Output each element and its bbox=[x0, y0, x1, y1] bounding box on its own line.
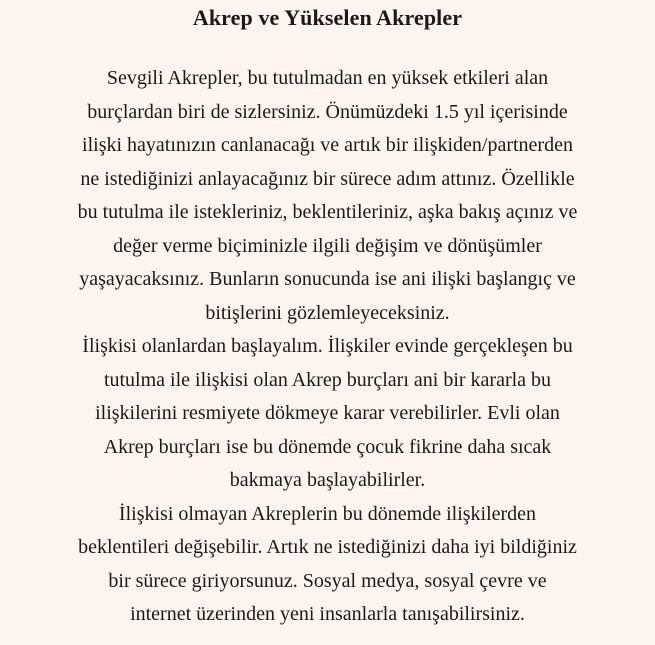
paragraph-single bbox=[14, 498, 641, 632]
text-line: Sevgili Akrepler, bu tutulmadan en yüksek etkileri alan bbox=[106, 67, 549, 89]
text-line: beklentileri değişebilir. Artık ne istediğinizi daha iyi bildiğiniz bbox=[78, 536, 577, 558]
text-line: İlişkisi olmayan Akreplerin bu dönemde ilişkilerden bbox=[118, 502, 537, 525]
text-line: ilişki hayatınızın canlanacağı ve artık bir ilişkiden/partnerden bbox=[82, 134, 573, 156]
text-line: internet üzerinden yeni insanlarla tanışabilirsiniz. bbox=[130, 603, 525, 625]
text-line: İlişkisi olanlardan başlayalım. İlişkiler evinde gerçekleşen bu bbox=[82, 335, 573, 357]
text-line: tutulma ile ilişkisi olan Akrep burçları ani bir kararla bu bbox=[103, 368, 552, 391]
article-title: Akrep ve Yükselen Akrepler bbox=[192, 5, 463, 30]
text-line: bitişlerini gözlemleyeceksiniz. bbox=[205, 301, 450, 324]
paragraph-intro bbox=[14, 62, 641, 330]
text-line: bu tutulma ile istekleriniz, beklentileriniz, aşka bakış açınız ve bbox=[77, 201, 578, 223]
text-line: ilişkilerini resmiyete dökmeye karar verebilirler. Evli olan bbox=[95, 402, 560, 424]
text-line: bakmaya başlayabilirler. bbox=[229, 469, 426, 491]
text-line: bir sürece giriyorsunuz. Sosyal medya, sosyal çevre ve bbox=[108, 569, 547, 592]
article-body bbox=[14, 62, 641, 632]
text-line: burçlardan biri de sizlersiniz. Önümüzdeki 1.5 yıl içerisinde bbox=[87, 100, 568, 123]
paragraph-in-relationship bbox=[14, 330, 641, 498]
text-line: Akrep burçları ise bu dönemde çocuk fikrine daha sıcak bbox=[103, 435, 552, 458]
text-line: ne istediğinizi anlayacağınız bir sürece adım attınız. Özellikle bbox=[80, 167, 575, 190]
text-line: yaşayacaksınız. Bunların sonucunda ise ani ilişki başlangıç ve bbox=[79, 268, 576, 290]
text-line: değer verme biçiminizle ilgili değişim ve dönüşümler bbox=[113, 234, 542, 257]
